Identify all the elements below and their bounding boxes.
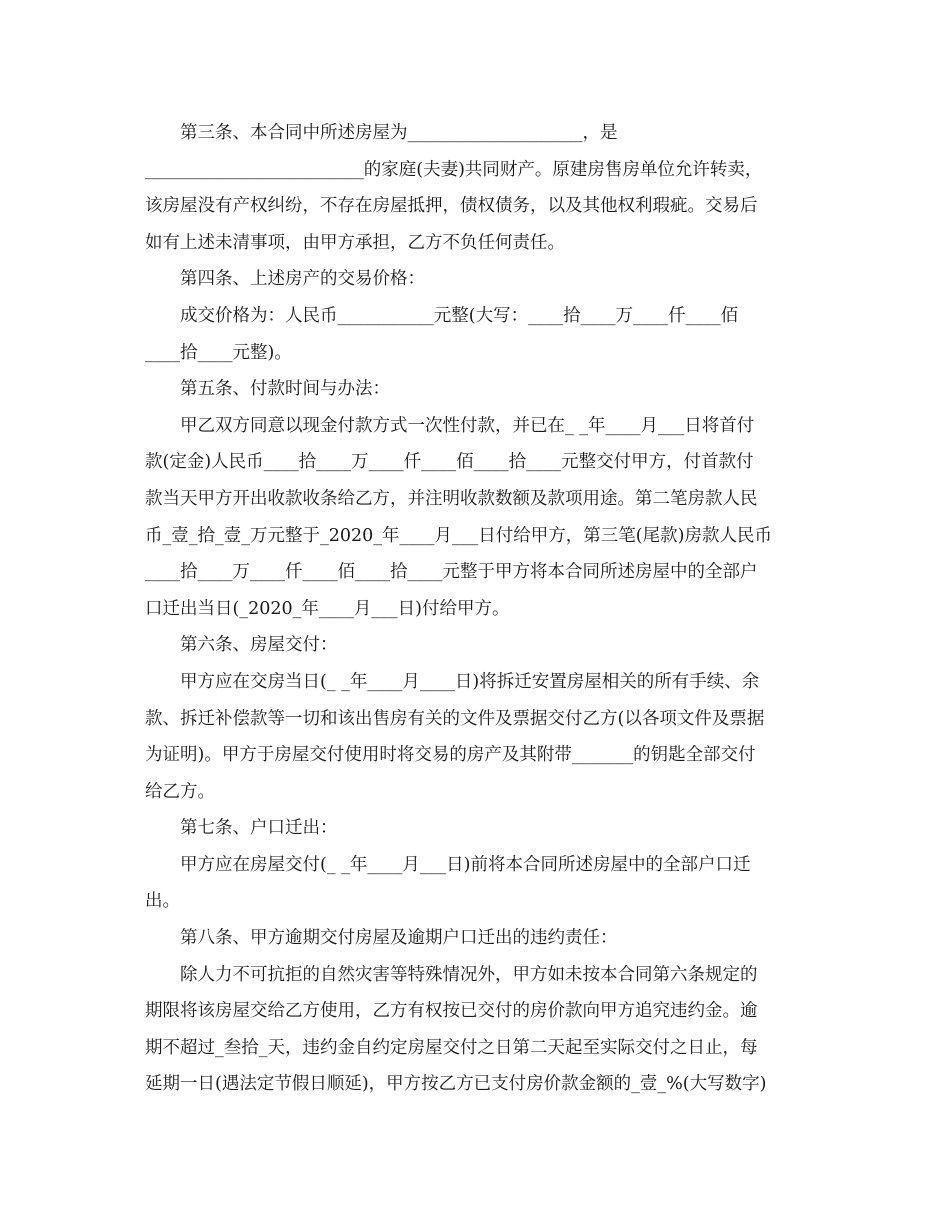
text-line: 除人力不可抗拒的自然灾害等特殊情况外，甲方如未按本合同第六条规定的 [180, 964, 758, 985]
text-line: _________________________的家庭(夫妻)共同财产。原建房售房单位允许转卖， [145, 159, 763, 180]
text-line: 第五条、付款时间与办法： [180, 379, 390, 400]
text-line: 第三条、本合同中所述房屋为____________________，是 [180, 123, 618, 143]
text-line: 为证明)。甲方于房屋交付使用时将交易的房产及其附带_______的钥匙全部交付 [145, 745, 756, 766]
text-line: ____拾____万____仟____佰____拾____元整于甲方将本合同所述房屋中的全部户 [145, 562, 758, 583]
text-line: 款、拆迁补偿款等一切和该出售房有关的文件及票据交付乙方(以各项文件及票据 [145, 708, 765, 729]
text-line: 延期一日(遇法定节假日顺延)，甲方按乙方已支付房价款金额的_壹_%(大写数字) [145, 1074, 767, 1095]
text-line: 款(定金)人民币____拾____万____仟____佰____拾____元整交付甲方，付首款付 [145, 452, 754, 473]
text-line: 如有上述未清事项，由甲方承担，乙方不负任何责任。 [145, 232, 565, 253]
text-line: 币_壹_拾_壹_万元整于_2020_年____月___日付给甲方，第三笔(尾款)房款人民币 [145, 525, 772, 546]
text-line: 第六条、房屋交付： [180, 635, 338, 656]
text-line: 第八条、甲方逾期交付房屋及逾期户口迁出的违约责任： [180, 928, 618, 949]
text-line: 第七条、户口迁出： [180, 818, 338, 839]
text-line: 出。 [145, 891, 180, 912]
text-line: ____拾____元整)。 [145, 342, 292, 363]
contract-body [145, 115, 805, 1103]
text-line: 口迁出当日(_2020_年____月___日)付给甲方。 [145, 598, 510, 619]
text-line: 甲方应在房屋交付(_ _年____月___日)前将本合同所述房屋中的全部户口迁 [180, 854, 751, 875]
text-line: 期不超过_叁拾_天，违约金自约定房屋交付之日第二天起至实际交付之日止，每 [145, 1037, 758, 1058]
text-line: 成交价格为：人民币___________元整(大写：____拾____万____仟____佰 [180, 305, 739, 326]
text-line: 第四条、上述房产的交易价格： [180, 269, 425, 290]
text-line: 给乙方。 [145, 781, 215, 802]
text-line: 甲方应在交房当日(_ _年____月____日)将拆迁安置房屋相关的所有手续、余 [180, 671, 760, 692]
text-line: 款当天甲方开出收款收条给乙方，并注明收款数额及款项用途。第二笔房款人民 [145, 488, 758, 509]
text-line: 该房屋没有产权纠纷，不存在房屋抵押，债权债务，以及其他权利瑕疵。交易后 [145, 196, 758, 217]
text-line: 期限将该房屋交给乙方使用，乙方有权按已交付的房价款向甲方追究违约金。逾 [145, 1001, 758, 1022]
text-line: 甲乙双方同意以现金付款方式一次性付款，并已在_ _年____月___日将首付 [180, 415, 755, 436]
